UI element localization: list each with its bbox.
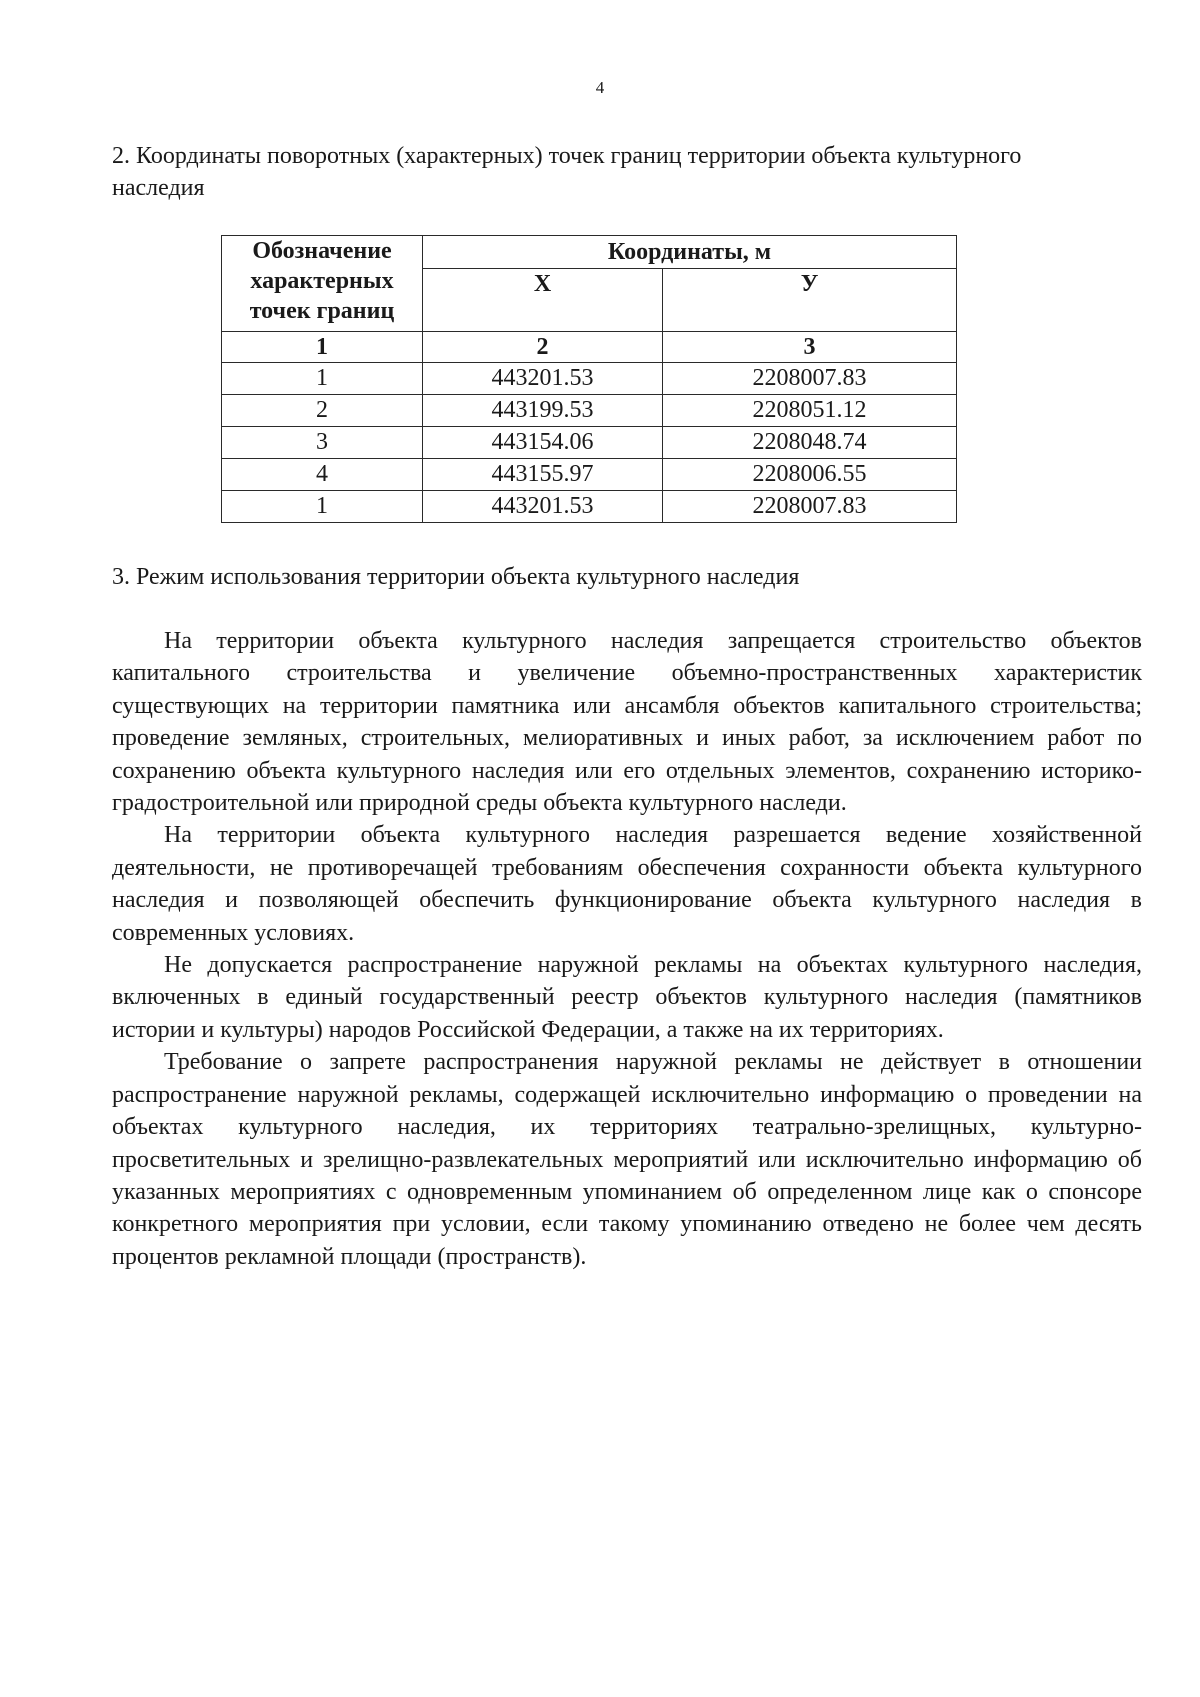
table-row (222, 459, 957, 491)
point-cell: 1 (222, 491, 423, 523)
y-cell: 2208007.83 (663, 363, 957, 395)
section-3-body (112, 625, 1142, 1273)
column-number-2: 2 (423, 332, 663, 363)
header-x: X (423, 269, 663, 332)
header-y: У (663, 269, 957, 332)
point-cell: 1 (222, 363, 423, 395)
x-cell: 443201.53 (423, 363, 663, 395)
paragraph-advertising-exception: Требование о запрете распространения наружной рекламы не действует в отношении распространение наружной рекламы, содержащей исключительно информацию о проведении на объектах культурного наследия, их территориях театрально-зрелищных, культурно-просветительных и зрелищно-развлекательных мероприятий или исключительно информацию об указанных мероприятиях с одновременным упоминанием об определенном лице как о спонсоре конкретного мероприятия при условии, если такому упоминанию отведено не более чем десять процентов рекламной площади (пространств). (112, 1049, 1142, 1270)
header-designation: Обозначение характерных точек границ (222, 236, 423, 332)
table-row (222, 427, 957, 459)
x-cell: 443154.06 (423, 427, 663, 459)
y-cell: 2208006.55 (663, 459, 957, 491)
paragraph-advertising-ban: Не допускается распространение наружной рекламы на объектах культурного наследия, включенных в единый государственный реестр объектов культурного наследия (памятников истории и культуры) народов Российской Федерации, а также на их территориях. (112, 952, 1142, 1043)
table-row (222, 363, 957, 395)
page-number: 4 (595, 78, 605, 97)
table-row (222, 491, 957, 523)
coordinates-table (221, 235, 957, 523)
point-cell: 2 (222, 395, 423, 427)
section-2-heading: 2. Координаты поворотных (характерных) точек границ территории объекта культурного наследия (112, 143, 1022, 201)
y-cell: 2208051.12 (663, 395, 957, 427)
paragraph-permissions: На территории объекта культурного наследия разрешается ведение хозяйственной деятельности, не противоречащей требованиям обеспечения сохранности объекта культурного наследия и позволяющей обеспечить функционирование объекта культурного наследия в современных условиях. (112, 822, 1142, 946)
point-cell: 4 (222, 459, 423, 491)
point-cell: 3 (222, 427, 423, 459)
section-3-heading: 3. Режим использования территории объекта культурного наследия (112, 564, 800, 590)
paragraph-prohibitions: На территории объекта культурного наследия запрещается строительство объектов капитального строительства и увеличение объемно-пространственных характеристик существующих на территории памятника или ансамбля объектов капитального строительства; проведение земляных, строительных, мелиоративных и иных работ, за исключением работ по сохранению объекта культурного наследия или его отдельных элементов, сохранению историко-градостроительной или природной среды объекта культурного наследи. (112, 628, 1142, 817)
table-row (222, 395, 957, 427)
header-coordinates: Координаты, м (423, 236, 957, 269)
x-cell: 443199.53 (423, 395, 663, 427)
column-number-1: 1 (222, 332, 423, 363)
x-cell: 443155.97 (423, 459, 663, 491)
y-cell: 2208007.83 (663, 491, 957, 523)
x-cell: 443201.53 (423, 491, 663, 523)
column-number-3: 3 (663, 332, 957, 363)
y-cell: 2208048.74 (663, 427, 957, 459)
